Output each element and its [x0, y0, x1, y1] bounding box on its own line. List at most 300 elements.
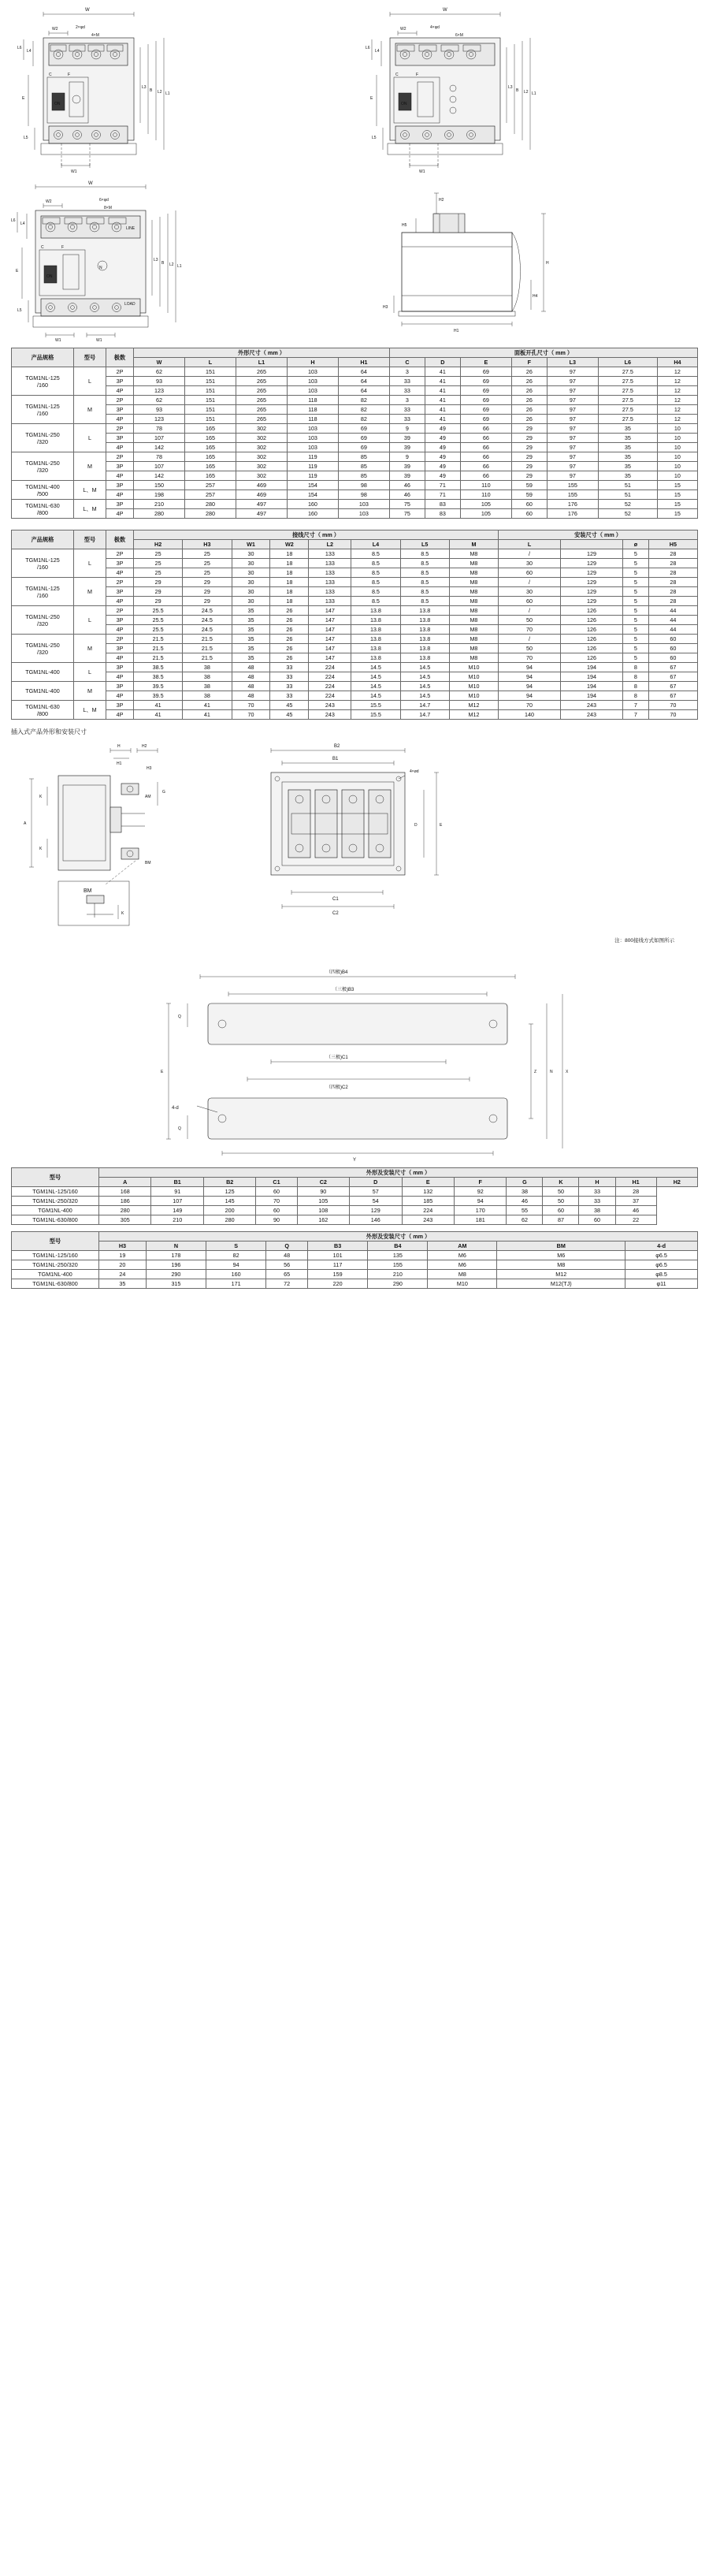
cell-value: 59	[511, 490, 547, 500]
cell-value: 151	[184, 386, 236, 396]
cell-value: 302	[236, 452, 287, 462]
table-row	[12, 597, 698, 606]
cell-value: 8.5	[400, 597, 449, 606]
th3-C2: C2	[297, 1178, 349, 1187]
cell-value: 29	[134, 587, 183, 597]
cell-value: /	[499, 606, 561, 616]
th-model: 型号	[74, 348, 106, 367]
cell-value: 30	[232, 559, 270, 568]
cell-value: 135	[368, 1251, 428, 1260]
cell-poles: 2P	[106, 606, 134, 616]
cell-value: 290	[146, 1270, 206, 1279]
cell-value: 48	[232, 682, 270, 691]
cell-value: 8.5	[351, 578, 400, 587]
cell-value: 67	[648, 691, 697, 701]
cell-value: 30	[232, 597, 270, 606]
plugin-side-view	[24, 744, 165, 925]
cell-value: 35	[598, 424, 657, 434]
table-row	[12, 1215, 698, 1225]
cell-poles: 4P	[106, 386, 134, 396]
table-row	[12, 578, 698, 587]
cell-value: M8	[449, 635, 498, 644]
th-poles: 极数	[106, 348, 134, 367]
cell-value: 8	[623, 691, 649, 701]
cell-value: 83	[425, 509, 460, 519]
th-outline: 外形尺寸（ mm ）	[134, 348, 390, 358]
svg-text:L2: L2	[169, 262, 174, 267]
cell-value: 119	[287, 462, 338, 471]
panel-cutout-drawing	[0, 950, 709, 1163]
th3-H2: H2	[656, 1178, 697, 1187]
plugin-front-view	[271, 744, 443, 916]
table-row	[12, 367, 698, 377]
cell-spec: TGM1NL-400 /500	[12, 481, 74, 500]
section-plugin-title: 插入式产品外形和安装尺寸	[11, 728, 87, 735]
cell-value: 21.5	[183, 635, 232, 644]
cell-value: 35	[598, 452, 657, 462]
cell-value: M10	[449, 682, 498, 691]
cell-value: 49	[425, 462, 460, 471]
cell-poles: 4P	[106, 443, 134, 452]
cell-value: 160	[287, 509, 338, 519]
cell-value: 5	[623, 635, 649, 644]
cell-value: M10	[428, 1279, 497, 1289]
cell-value: 29	[511, 452, 547, 462]
cell-poles: 3P	[106, 377, 134, 386]
cell-value: 33	[389, 377, 425, 386]
cell-value: 26	[270, 625, 309, 635]
cell-value: 224	[309, 672, 351, 682]
table-row	[12, 549, 698, 559]
th4-B4: B4	[368, 1241, 428, 1251]
cell-value: 97	[547, 415, 598, 424]
cell-value: 39	[389, 471, 425, 481]
cell-value: 14.5	[400, 691, 449, 701]
table-row	[12, 606, 698, 616]
cell-value: 162	[297, 1215, 349, 1225]
cell-value: 18	[270, 597, 309, 606]
th4-B3: B3	[308, 1241, 368, 1251]
cell-value: 129	[561, 559, 623, 568]
cell-value: 168	[99, 1187, 151, 1197]
cell-value: 70	[648, 701, 697, 710]
svg-text:（四极)B4: （四极)B4	[326, 970, 348, 975]
cell-value: M8	[449, 559, 498, 568]
drawing-4-pole	[354, 0, 709, 177]
svg-text:H1: H1	[454, 329, 459, 333]
cell-value: 140	[499, 710, 561, 720]
cell-value: M10	[449, 691, 498, 701]
cell-value: 60	[256, 1187, 297, 1197]
svg-text:L5: L5	[17, 308, 22, 313]
cell-value: 118	[287, 415, 338, 424]
svg-text:B: B	[516, 88, 519, 93]
cell-value: 69	[460, 396, 511, 405]
cell-spec: TGM1NL-630 /800	[12, 500, 74, 519]
cell-value: 29	[511, 462, 547, 471]
cell-value: 19	[99, 1251, 147, 1260]
cell-value: 29	[134, 597, 183, 606]
cell-spec: TGM1NL-125 /160	[12, 578, 74, 606]
svg-text:4-d: 4-d	[172, 1106, 179, 1111]
cell-model: L	[74, 367, 106, 396]
cell-value: 59	[511, 481, 547, 490]
cell-value: 70	[648, 710, 697, 720]
cell-value: 15.5	[351, 701, 400, 710]
cell-value: 9	[389, 452, 425, 462]
cell-value: 194	[561, 672, 623, 682]
cell-value: 5	[623, 587, 649, 597]
cell-value: 69	[460, 405, 511, 415]
cell-spec: TGM1NL-250 /320	[12, 452, 74, 481]
cell-value: 13.8	[400, 644, 449, 653]
cell-value: 65	[266, 1270, 308, 1279]
cell-value: 14.5	[400, 663, 449, 672]
cell-value: 71	[425, 490, 460, 500]
cell-poles: 3P	[106, 559, 134, 568]
svg-text:B: B	[161, 261, 165, 266]
table-plugin-dims-2	[11, 1231, 698, 1289]
cell-spec: TGM1NL-125 /160	[12, 396, 74, 424]
cell-value: 108	[297, 1206, 349, 1215]
cell-value: 129	[561, 568, 623, 578]
cell-value: 94	[499, 672, 561, 682]
th-L: L	[184, 358, 236, 367]
cell-value: 103	[287, 424, 338, 434]
cell-value: 119	[287, 471, 338, 481]
cell-value: 33	[270, 663, 309, 672]
table-row	[12, 663, 698, 672]
cell-value: 33	[270, 672, 309, 682]
cell-value: 14.5	[351, 691, 400, 701]
cell-value: 67	[648, 663, 697, 672]
cell-model: L、M	[74, 500, 106, 519]
cell-value: 165	[184, 443, 236, 452]
table-row	[12, 1279, 698, 1289]
cell-value: 33	[389, 386, 425, 396]
cell-value: 126	[561, 644, 623, 653]
svg-text:4×φd: 4×φd	[430, 25, 440, 30]
cell-value: 12	[657, 405, 697, 415]
cell-value: 93	[134, 377, 185, 386]
cell-poles: 4P	[106, 672, 134, 682]
cell-value: 194	[561, 682, 623, 691]
cell-value: 64	[338, 367, 389, 377]
cell-value: 67	[648, 682, 697, 691]
cell-poles: 4P	[106, 597, 134, 606]
th2-M: M	[449, 540, 498, 549]
th3-A: A	[99, 1178, 151, 1187]
cell-value: 147	[309, 653, 351, 663]
cell-spec: TGM1NL-400	[12, 682, 74, 701]
cell-value: 60	[648, 653, 697, 663]
svg-text:C1: C1	[332, 897, 339, 902]
th-C: C	[389, 358, 425, 367]
svg-text:C: C	[395, 73, 399, 77]
cell-value: 75	[389, 509, 425, 519]
cell-value: 90	[256, 1215, 297, 1225]
cell-value: 126	[561, 606, 623, 616]
cell-poles: 3P	[106, 587, 134, 597]
svg-text:L5: L5	[372, 136, 377, 140]
table-row	[12, 710, 698, 720]
th4-4d: 4-d	[625, 1241, 698, 1251]
svg-text:W1: W1	[419, 169, 425, 174]
cell-value: 90	[297, 1187, 349, 1197]
svg-text:Q: Q	[178, 1014, 181, 1019]
cell-value: 126	[561, 616, 623, 625]
svg-text:4×M: 4×M	[91, 33, 99, 38]
cell-value: 30	[499, 587, 561, 597]
table-row	[12, 653, 698, 663]
cell-value: 18	[270, 559, 309, 568]
svg-text:H1: H1	[117, 761, 122, 766]
cell-value: 5	[623, 653, 649, 663]
svg-text:L6: L6	[366, 46, 370, 50]
cell-value: 160	[206, 1270, 266, 1279]
th3-C1: C1	[256, 1178, 297, 1187]
cell-value: 49	[425, 443, 460, 452]
cell-value: 8.5	[351, 549, 400, 559]
svg-text:Q: Q	[178, 1126, 181, 1131]
cell-value: 265	[236, 405, 287, 415]
table-row	[12, 424, 698, 434]
cell-value: 41	[134, 701, 183, 710]
cell-value: 97	[547, 396, 598, 405]
cell-value: 98	[338, 481, 389, 490]
cell-value: M8	[449, 644, 498, 653]
cell-value: 265	[236, 396, 287, 405]
cell-value: 25	[134, 559, 183, 568]
cell-value: 129	[561, 549, 623, 559]
cell-value: 66	[460, 424, 511, 434]
cell-value: 12	[657, 386, 697, 396]
table-row	[12, 672, 698, 682]
cell-value: 28	[648, 568, 697, 578]
cell-model: L	[74, 663, 106, 682]
cell-value: 78	[134, 452, 185, 462]
cell-value: 220	[308, 1279, 368, 1289]
cell-value: 30	[232, 587, 270, 597]
svg-text:C: C	[49, 73, 52, 77]
cell-value: 290	[368, 1279, 428, 1289]
cell-value: 48	[232, 672, 270, 682]
table-row	[12, 1270, 698, 1279]
svg-text:B: B	[150, 88, 153, 93]
cell-poles: 3P	[106, 616, 134, 625]
cell-value: 129	[561, 578, 623, 587]
th-W: W	[134, 358, 185, 367]
cell-value: 97	[547, 405, 598, 415]
cell-value: 10	[657, 443, 697, 452]
cell-value: 103	[287, 377, 338, 386]
cell-value: M6	[428, 1251, 497, 1260]
svg-text:L5: L5	[24, 136, 28, 140]
cell-value: 49	[425, 452, 460, 462]
plugin-drawings	[0, 738, 709, 944]
svg-text:W: W	[88, 181, 93, 186]
th2-L2: L2	[309, 540, 351, 549]
svg-text:A: A	[24, 821, 27, 826]
cell-value: 24	[99, 1270, 147, 1279]
cell-value: 28	[648, 597, 697, 606]
cell-value: 123	[134, 415, 185, 424]
cell-value: 75	[389, 500, 425, 509]
cell-value: 257	[184, 490, 236, 500]
svg-text:C2: C2	[332, 911, 339, 916]
cell-value: 50	[543, 1187, 579, 1197]
cell-value: 35	[232, 635, 270, 644]
table-row	[12, 1197, 698, 1206]
svg-text:B1: B1	[332, 757, 339, 761]
cell-value: 46	[389, 490, 425, 500]
cell-value: 8.5	[400, 549, 449, 559]
cell-value: 62	[507, 1215, 543, 1225]
cell-value: 97	[547, 434, 598, 443]
cell-value: 72	[266, 1279, 308, 1289]
cell-value: M8	[449, 606, 498, 616]
cell-value: 13.8	[400, 625, 449, 635]
th-H: H	[287, 358, 338, 367]
cell-value: 103	[287, 367, 338, 377]
cell-value: 97	[547, 377, 598, 386]
cell-value: 224	[309, 691, 351, 701]
cell-value: 280	[184, 509, 236, 519]
th-E: E	[460, 358, 511, 367]
cell-value: M12(TJ)	[497, 1279, 625, 1289]
table-plugin-dims-1	[11, 1167, 698, 1225]
svg-text:H5: H5	[402, 223, 407, 228]
cell-value: 66	[460, 452, 511, 462]
cell-value: 224	[309, 663, 351, 672]
cell-value: 13.8	[351, 625, 400, 635]
cell-value: 181	[454, 1215, 506, 1225]
cell-value: 210	[134, 500, 185, 509]
cell-model: TGM1NL-250/320	[12, 1260, 99, 1270]
cell-value: 82	[206, 1251, 266, 1260]
cell-value: 14.5	[400, 682, 449, 691]
cell-value: 44	[648, 606, 697, 616]
cell-value: 5	[623, 606, 649, 616]
th4-BM: BM	[497, 1241, 625, 1251]
table-wiring-mounting	[11, 530, 698, 720]
svg-text:L1: L1	[177, 264, 182, 269]
cell-value: 10	[657, 424, 697, 434]
cell-value: 469	[236, 490, 287, 500]
cell-value: 49	[425, 424, 460, 434]
cell-model: M	[74, 578, 106, 606]
cell-value: 98	[338, 490, 389, 500]
th2-H2: H2	[134, 540, 183, 549]
cell-value: 280	[184, 500, 236, 509]
cell-poles: 3P	[106, 481, 134, 490]
th2-L5: L5	[400, 540, 449, 549]
cell-value: 107	[134, 434, 185, 443]
cell-value: 26	[270, 644, 309, 653]
cell-value: 93	[134, 405, 185, 415]
cell-value: 147	[309, 606, 351, 616]
svg-text:H: H	[117, 744, 121, 749]
th2-model: 型号	[74, 530, 106, 549]
cell-value: 51	[598, 481, 657, 490]
svg-text:L4: L4	[27, 49, 32, 54]
cell-value: 265	[236, 367, 287, 377]
cell-value: 8.5	[400, 559, 449, 568]
cell-value: 243	[309, 710, 351, 720]
cell-value: 186	[99, 1197, 151, 1206]
svg-text:L2: L2	[524, 90, 529, 95]
cell-value: 103	[287, 443, 338, 452]
cell-value: 35	[598, 434, 657, 443]
th-panel: 面板开孔尺寸（ mm ）	[389, 348, 697, 358]
cell-value: 46	[389, 481, 425, 490]
cell-value: 176	[547, 509, 598, 519]
cell-value: 160	[287, 500, 338, 509]
th3-H: H	[579, 1178, 615, 1187]
th-L1: L1	[236, 358, 287, 367]
cell-value: 29	[183, 597, 232, 606]
svg-text:Y: Y	[353, 1158, 357, 1163]
cell-poles: 3P	[106, 462, 134, 471]
svg-text:L6: L6	[11, 218, 16, 223]
cell-poles: 3P	[106, 500, 134, 509]
table-row	[12, 587, 698, 597]
th-spec: 产品规格	[12, 348, 74, 367]
cell-value: 5	[623, 616, 649, 625]
cell-value: 15	[657, 500, 697, 509]
cell-value: 69	[460, 377, 511, 386]
cell-value: 8.5	[351, 597, 400, 606]
cell-value: 5	[623, 578, 649, 587]
cell-model: TGM1NL-400	[12, 1206, 99, 1215]
svg-text:4×ød: 4×ød	[410, 769, 419, 774]
cell-value: 5	[623, 559, 649, 568]
cell-value: 97	[547, 471, 598, 481]
svg-text:L1: L1	[532, 91, 536, 96]
cell-value: 29	[511, 443, 547, 452]
cell-value: 94	[206, 1260, 266, 1270]
cell-value: 27.5	[598, 386, 657, 396]
cell-value: 41	[425, 396, 460, 405]
svg-text:ON: ON	[401, 102, 407, 106]
cell-value: M8	[449, 597, 498, 606]
cell-value: 12	[657, 367, 697, 377]
cell-value: M6	[497, 1251, 625, 1260]
cell-value: 8.5	[400, 587, 449, 597]
cell-value: 110	[460, 490, 511, 500]
svg-text:N: N	[550, 1070, 553, 1074]
cell-spec: TGM1NL-630 /800	[12, 701, 74, 720]
cell-value: 38.5	[134, 663, 183, 672]
cell-value: 265	[236, 415, 287, 424]
cell-value: 33	[270, 682, 309, 691]
cell-value: 25	[134, 568, 183, 578]
cell-value: 151	[184, 396, 236, 405]
table-outline-panel	[11, 348, 698, 519]
cell-model: M	[74, 682, 106, 701]
cell-poles: 3P	[106, 434, 134, 443]
cell-model: L、M	[74, 701, 106, 720]
cell-value: 25	[183, 559, 232, 568]
cell-value: 178	[146, 1251, 206, 1260]
cell-value: 147	[309, 635, 351, 644]
cell-value: 26	[511, 405, 547, 415]
cell-value: 8.5	[400, 578, 449, 587]
cell-value: 67	[648, 672, 697, 682]
cell-value: 8.5	[351, 568, 400, 578]
cell-value: 26	[511, 386, 547, 396]
cell-value: 123	[134, 386, 185, 396]
